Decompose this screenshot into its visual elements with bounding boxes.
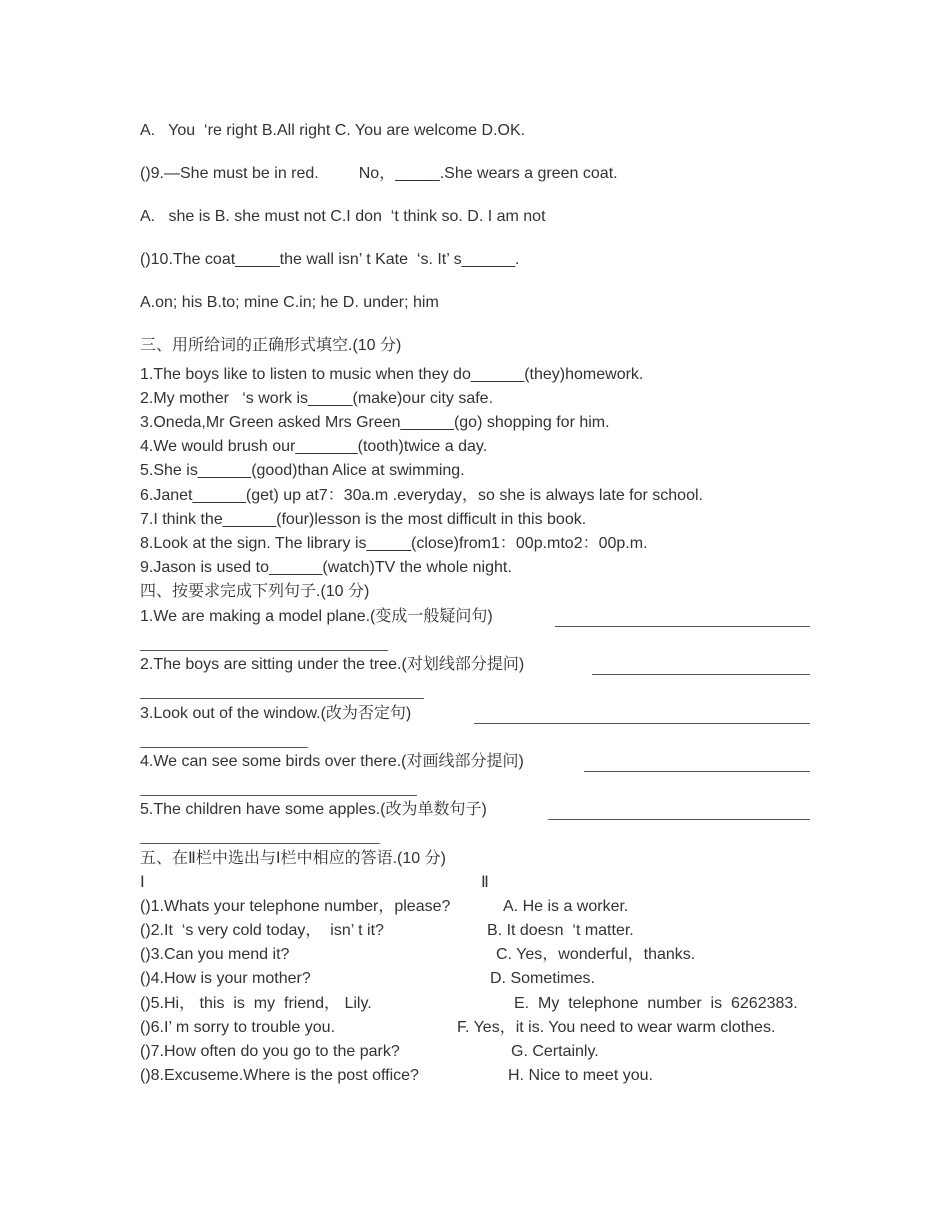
q8-options: A. You ‘re right B.All right C. You are welcome D.OK.: [140, 122, 526, 139]
section4-item: 2.The boys are sitting under the tree.(对划线部分提问): [140, 656, 525, 673]
column-two-label: Ⅱ: [481, 874, 489, 891]
match-answer: E. My telephone number is 6262383.: [514, 995, 798, 1012]
q10-options: A.on; his B.to; mine C.in; he D. under; him: [140, 294, 439, 311]
q9-question: ()9.—She must be in red. No，_____.She wears a green coat.: [140, 165, 618, 182]
match-answer: H. Nice to meet you.: [508, 1067, 653, 1084]
section3-heading: 三、用所给词的正确形式填空.(10 分): [140, 337, 402, 354]
answer-line: [140, 795, 417, 796]
answer-line: [584, 771, 810, 772]
answer-line: [474, 723, 810, 724]
section4-item: 4.We can see some birds over there.(对画线部分提问): [140, 753, 524, 770]
match-question: ()6.I’ m sorry to trouble you.: [140, 1019, 336, 1036]
answer-line: [140, 843, 380, 844]
match-answer: C. Yes，wonderful，thanks.: [496, 946, 696, 963]
match-question: ()1.Whats your telephone number，please?: [140, 898, 451, 915]
section4-heading: 四、按要求完成下列句子.(10 分): [140, 583, 370, 600]
section3-item: 4.We would brush our_______(tooth)twice a day.: [140, 438, 488, 455]
answer-line: [140, 698, 424, 699]
section3-item: 6.Janet______(get) up at7：30a.m .everyday，so she is always late for school.: [140, 487, 703, 504]
match-question: ()4.How is your mother?: [140, 970, 311, 987]
section3-item: 2.My mother ‘s work is_____(make)our city safe.: [140, 390, 494, 407]
section4-item: 5.The children have some apples.(改为单数句子): [140, 801, 487, 818]
match-question: ()5.Hi， this is my friend， Lily.: [140, 995, 372, 1012]
q9-options: A. she is B. she must not C.I don ‘t think so. D. I am not: [140, 208, 546, 225]
match-answer: D. Sometimes.: [490, 970, 595, 987]
match-answer: B. It doesn ‘t matter.: [487, 922, 634, 939]
answer-line: [140, 650, 388, 651]
match-answer: A. He is a worker.: [503, 898, 629, 915]
column-one-label: Ⅰ: [140, 874, 145, 891]
answer-line: [555, 626, 810, 627]
match-question: ()2.It ‘s very cold today， isn’ t it?: [140, 922, 384, 939]
answer-line: [140, 747, 308, 748]
match-question: ()8.Excuseme.Where is the post office?: [140, 1067, 419, 1084]
section3-item: 3.Oneda,Mr Green asked Mrs Green______(go) shopping for him.: [140, 414, 610, 431]
match-question: ()7.How often do you go to the park?: [140, 1043, 400, 1060]
section3-item: 7.I think the______(four)lesson is the most difficult in this book.: [140, 511, 587, 528]
section3-item: 5.She is______(good)than Alice at swimming.: [140, 462, 465, 479]
section3-item: 8.Look at the sign. The library is_____(close)from1：00p.mto2：00p.m.: [140, 535, 648, 552]
answer-line: [592, 674, 810, 675]
section4-item: 1.We are making a model plane.(变成一般疑问句): [140, 608, 493, 625]
q10-question: ()10.The coat_____the wall isn’ t Kate ‘s. It’ s______.: [140, 251, 520, 268]
match-question: ()3.Can you mend it?: [140, 946, 290, 963]
section4-item: 3.Look out of the window.(改为否定句): [140, 705, 412, 722]
match-answer: F. Yes，it is. You need to wear warm clothes.: [457, 1019, 776, 1036]
section5-heading: 五、在Ⅱ栏中选出与Ⅰ栏中相应的答语.(10 分): [140, 850, 446, 867]
section3-item: 9.Jason is used to______(watch)TV the whole night.: [140, 559, 512, 576]
answer-line: [548, 819, 810, 820]
match-answer: G. Certainly.: [511, 1043, 599, 1060]
section3-item: 1.The boys like to listen to music when they do______(they)homework.: [140, 366, 644, 383]
